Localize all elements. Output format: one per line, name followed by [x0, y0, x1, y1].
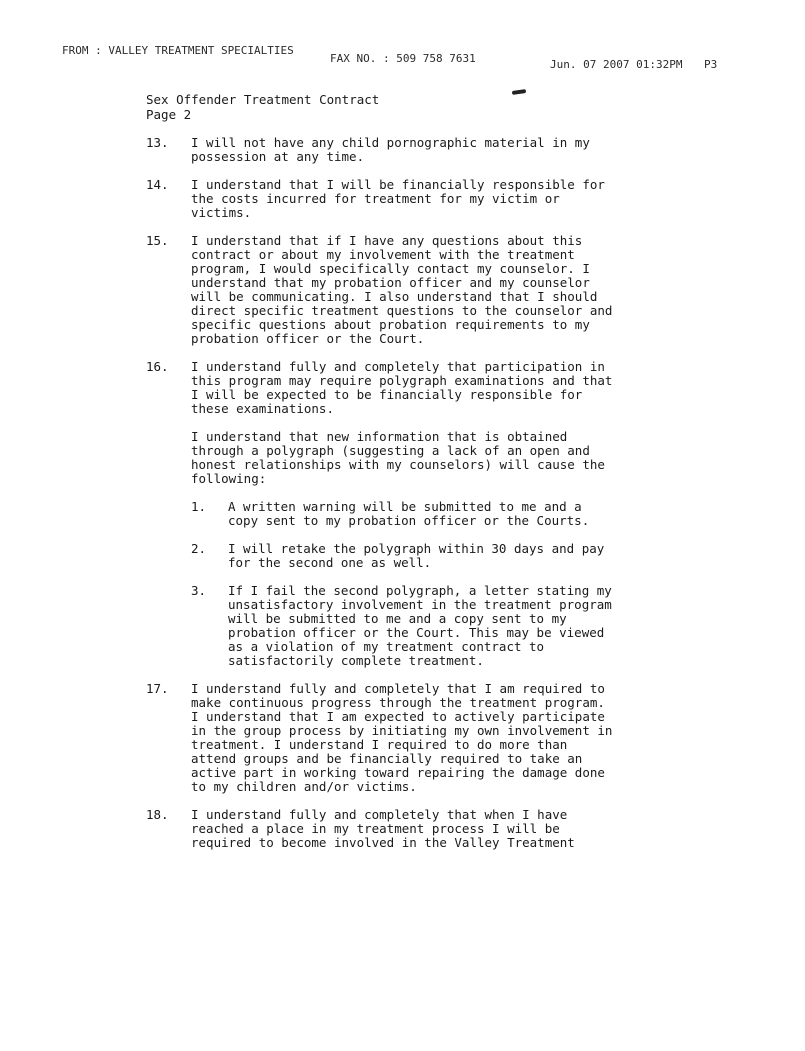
text-line: I understand that if I have any questions about this: [191, 233, 583, 248]
item-paragraph: [191, 430, 676, 486]
text-line: these examinations.: [191, 401, 334, 416]
text-line: honest relationships with my counselors) will cause the: [191, 457, 605, 472]
contract-item: [146, 682, 676, 794]
sub-item: [191, 542, 676, 570]
text-line: will be communicating. I also understand that I should: [191, 289, 598, 304]
contract-item: [146, 360, 676, 668]
text-line: to my children and/or victims.: [191, 779, 417, 794]
item-paragraph: [191, 360, 676, 416]
sub-list: [191, 500, 676, 668]
document-heading: [146, 92, 379, 122]
text-line: the costs incurred for treatment for my victim or: [191, 191, 560, 206]
text-line: contract or about my involvement with the treatment: [191, 247, 575, 262]
text-line: I understand fully and completely that when I have: [191, 807, 568, 822]
item-paragraph: [191, 808, 676, 850]
item-paragraph: [191, 178, 676, 220]
sub-item-text: [228, 500, 676, 528]
text-line: satisfactorily complete treatment.: [228, 653, 484, 668]
contract-item: [146, 808, 676, 850]
text-line: as a violation of my treatment contract to: [228, 639, 545, 654]
item-paragraph: [191, 682, 676, 794]
text-line: If I fail the second polygraph, a letter stating my: [228, 583, 612, 598]
contract-item: [146, 136, 676, 164]
text-line: probation officer or the Court. This may be viewed: [228, 625, 605, 640]
contract-item: [146, 234, 676, 346]
text-line: I understand fully and completely that participation in: [191, 359, 605, 374]
text-line: I understand fully and completely that I am required to: [191, 681, 605, 696]
item-number: 15.: [146, 233, 169, 248]
text-line: I will retake the polygraph within 30 days and pay: [228, 541, 605, 556]
text-line: program, I would specifically contact my counselor. I: [191, 261, 590, 276]
item-paragraph: [191, 136, 676, 164]
text-line: unsatisfactory involvement in the treatment program: [228, 597, 612, 612]
text-line: copy sent to my probation officer or the Courts.: [228, 513, 590, 528]
text-line: I will not have any child pornographic material in my: [191, 135, 590, 150]
text-line: following:: [191, 471, 267, 486]
text-line: treatment. I understand I required to do more than: [191, 737, 568, 752]
text-line: specific questions about probation requirements to my: [191, 317, 590, 332]
sub-item-text: [228, 542, 676, 570]
fax-number: FAX NO. : 509 758 7631: [330, 52, 476, 65]
text-line: I understand that I will be financially responsible for: [191, 177, 605, 192]
item-number: 16.: [146, 359, 169, 374]
sub-item: [191, 584, 676, 668]
text-line: understand that my probation officer and my counselor: [191, 275, 590, 290]
text-line: probation officer or the Court.: [191, 331, 425, 346]
text-line: this program may require polygraph examinations and that: [191, 373, 613, 388]
fax-date-time: Jun. 07 2007 01:32PM: [550, 58, 683, 71]
document-title: Sex Offender Treatment Contract: [146, 92, 380, 107]
item-number: 14.: [146, 177, 169, 192]
pen-mark: [512, 89, 526, 95]
text-line: through a polygraph (suggesting a lack of an open and: [191, 443, 590, 458]
text-line: in the group process by initiating my own involvement in: [191, 723, 613, 738]
fax-header: [62, 44, 732, 71]
sub-item-number: 3.: [191, 583, 207, 598]
contract-item: [146, 178, 676, 220]
contract-body: [146, 136, 676, 864]
text-line: victims.: [191, 205, 252, 220]
sub-item-number: 2.: [191, 541, 207, 556]
item-number: 18.: [146, 807, 169, 822]
text-line: A written warning will be submitted to me and a: [228, 499, 582, 514]
text-line: reached a place in my treatment process I will be: [191, 821, 560, 836]
item-number: 13.: [146, 135, 169, 150]
sub-item-number: 1.: [191, 499, 207, 514]
text-line: required to become involved in the Valley Treatment: [191, 835, 575, 850]
fax-page-number: P3: [704, 58, 718, 71]
text-line: I understand that new information that is obtained: [191, 429, 568, 444]
text-line: attend groups and be financially required to take an: [191, 751, 583, 766]
sub-item: [191, 500, 676, 528]
text-line: for the second one as well.: [228, 555, 432, 570]
text-line: will be submitted to me and a copy sent to my: [228, 611, 567, 626]
page-label: Page 2: [146, 107, 192, 122]
item-number: 17.: [146, 681, 169, 696]
text-line: direct specific treatment questions to the counselor and: [191, 303, 613, 318]
text-line: active part in working toward repairing the damage done: [191, 765, 605, 780]
item-paragraph: [191, 234, 676, 346]
text-line: possession at any time.: [191, 149, 365, 164]
sub-item-text: [228, 584, 676, 668]
text-line: I will be expected to be financially responsible for: [191, 387, 583, 402]
fax-from-line: FROM : VALLEY TREATMENT SPECIALTIES: [62, 44, 294, 57]
text-line: I understand that I am expected to actively participate: [191, 709, 605, 724]
text-line: make continuous progress through the treatment program.: [191, 695, 605, 710]
